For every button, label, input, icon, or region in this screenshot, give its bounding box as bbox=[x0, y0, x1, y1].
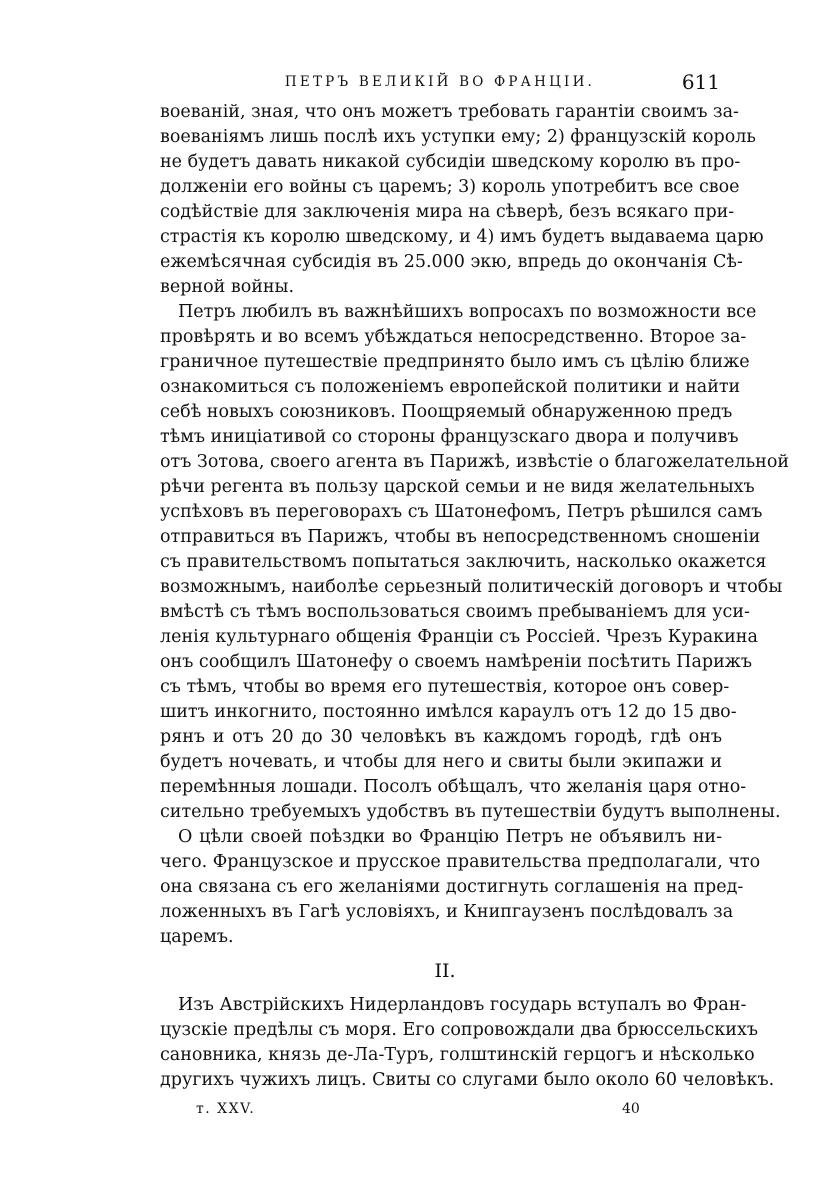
text-line: ежемѣсячная субсидія въ 25.000 экю, впредь до окончанія Сѣ- bbox=[160, 252, 743, 272]
running-head bbox=[160, 70, 720, 96]
text-line: шитъ инкогнито, постоянно имѣлся караулъ отъ 12 до 15 дво- bbox=[160, 702, 737, 722]
text-line: будетъ ночевать, и чтобы для него и свиты были экипажи и bbox=[160, 752, 722, 772]
text-line: Изъ Австрійскихъ Нидерландовъ государь вступалъ во Фран- bbox=[178, 995, 747, 1015]
text-line: содѣйствіе для заключенія мира на сѣверѣ, безъ всякаго при- bbox=[160, 202, 735, 222]
text-line: воеваніямъ лишь послѣ ихъ уступки ему; 2) французскій король bbox=[160, 127, 756, 147]
text-line: цузскіе предѣлы съ моря. Его сопровождали два брюссельскихъ bbox=[160, 1020, 758, 1040]
text-line: вмѣстѣ съ тѣмъ воспользоваться своимъ пребываніемъ для уси- bbox=[160, 602, 750, 622]
text-line: чего. Французское и прусское правительства предполагали, что bbox=[160, 852, 761, 872]
body-text-section-2 bbox=[160, 993, 775, 1093]
text-line: отправиться въ Парижъ, чтобы въ непосредственномъ сношеніи bbox=[160, 527, 761, 547]
paragraph bbox=[160, 993, 775, 1093]
paragraph bbox=[160, 825, 761, 950]
text-line: съ правительствомъ попытаться заключить, насколько окажется bbox=[160, 552, 767, 572]
text-line: ознакомиться съ положеніемъ европейской политики и найти bbox=[160, 377, 741, 397]
text-line: съ тѣмъ, чтобы во время его путешествія, которое онъ совер- bbox=[160, 677, 730, 697]
text-line: не будетъ давать никакой субсидіи шведскому королю въ про- bbox=[160, 152, 741, 172]
body-text bbox=[160, 100, 790, 950]
paragraph bbox=[160, 300, 790, 825]
text-line: рянъ и отъ 20 до 30 человѣкъ въ каждомъ городѣ, гдѣ онъ bbox=[160, 727, 722, 747]
text-line: воеваній, зная, что онъ можетъ требовать гарантіи своимъ за- bbox=[160, 102, 739, 122]
page-number: 611 bbox=[681, 70, 720, 94]
text-line: перемѣнныя лошади. Посолъ обѣщалъ, что желанія царя отно- bbox=[160, 777, 747, 797]
text-line: царемъ. bbox=[160, 927, 234, 947]
text-line: рѣчи регента въ пользу царской семьи и не видя желательныхъ bbox=[160, 477, 755, 497]
text-line: Петръ любилъ въ важнѣйшихъ вопросахъ по возможности все bbox=[178, 302, 757, 322]
text-line: ложенныхъ въ Гагѣ условіяхъ, и Книпгаузенъ послѣдовалъ за bbox=[160, 902, 734, 922]
text-line: провѣрять и во всемъ убѣждаться непосредственно. Второе за- bbox=[160, 327, 747, 347]
text-line: возможнымъ, наиболѣе серьезный политическій договоръ и чтобы bbox=[160, 577, 783, 597]
running-title: ПЕТРЪ ВЕЛИКІЙ ВО ФРАНЦІИ. bbox=[284, 74, 596, 90]
page-footer bbox=[160, 1099, 722, 1121]
text-line: отъ Зотова, своего агента въ Парижѣ, извѣстіе о благожелательной bbox=[160, 452, 790, 472]
text-line: онъ сообщилъ Шатонефу о своемъ намѣреніи посѣтить Парижъ bbox=[160, 652, 752, 672]
text-line: страстія къ королю шведскому, и 4) имъ будетъ выдаваема царю bbox=[160, 227, 764, 247]
paragraph bbox=[160, 100, 764, 300]
sheet-number: 40 bbox=[622, 1101, 640, 1117]
text-line: О цѣли своей поѣздки во Францію Петръ не объявилъ ни- bbox=[178, 827, 722, 847]
text-line: другихъ чужихъ лицъ. Свиты со слугами было около 60 человѣкъ. bbox=[160, 1070, 775, 1090]
text-line: тѣмъ иниціативой со стороны французскаго двора и получивъ bbox=[160, 427, 739, 447]
text-line: себѣ новыхъ союзниковъ. Поощряемый обнаруженною предъ bbox=[160, 402, 733, 422]
section-heading: II. bbox=[434, 960, 456, 982]
text-line: сановника, князь де-Ла-Туръ, голштинскій герцогъ и нѣсколько bbox=[160, 1045, 755, 1065]
text-line: граничное путешествіе предпринято было имъ съ цѣлію ближе bbox=[160, 352, 750, 372]
text-line: сительно требуемыхъ удобствъ въ путешествіи будутъ выполнены. bbox=[160, 802, 781, 822]
text-line: успѣховъ въ переговорахъ съ Шатонефомъ, Петръ рѣшился самъ bbox=[160, 502, 763, 522]
text-line: верной войны. bbox=[160, 277, 295, 297]
text-line: ленія культурнаго общенія Франціи съ Россіей. Чрезъ Куракина bbox=[160, 627, 758, 647]
signature-mark: т. XXV. bbox=[196, 1101, 256, 1117]
text-line: долженіи его войны съ царемъ; 3) король употребитъ все свое bbox=[160, 177, 740, 197]
text-line: она связана съ его желаніями достигнуть соглашенія на пред- bbox=[160, 877, 744, 897]
